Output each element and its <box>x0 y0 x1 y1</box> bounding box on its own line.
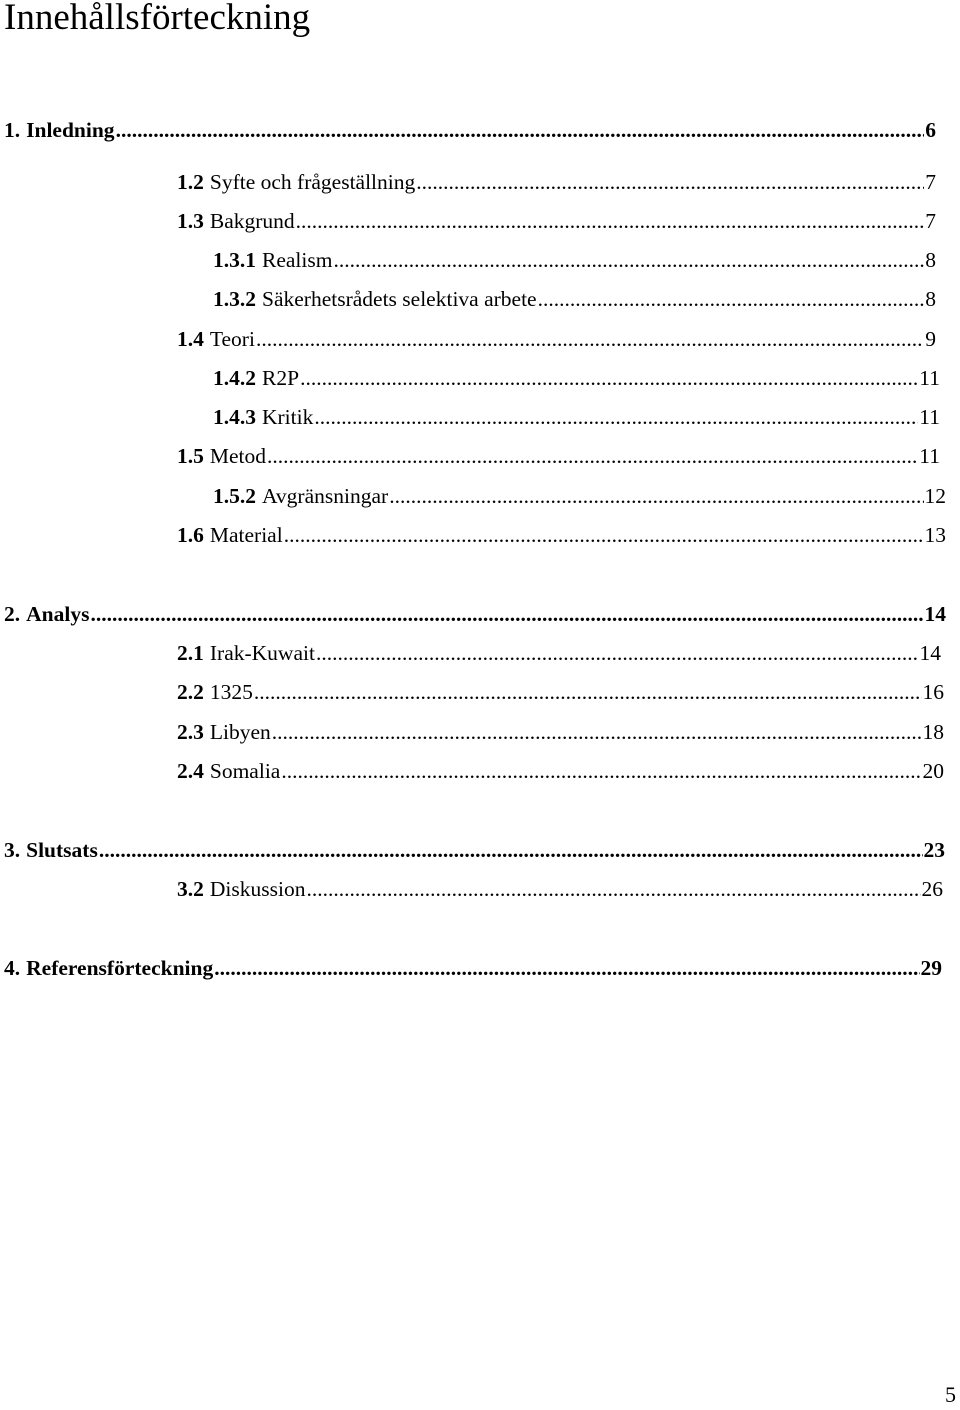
toc-leader-dots <box>254 678 922 706</box>
toc-entry-label: Metod <box>209 444 267 468</box>
toc-entry-1-5[interactable] <box>177 442 940 470</box>
toc-entry-label: Kritik <box>262 405 314 429</box>
toc-leader-dots <box>214 954 919 982</box>
toc-entry-page: 7 <box>925 170 936 194</box>
toc-entry-label: Analys <box>26 602 90 626</box>
toc-entry-page: 8 <box>925 287 936 311</box>
page-number: 5 <box>945 1382 956 1407</box>
toc-entry-label: Referensförteckning <box>26 956 214 980</box>
toc-entry-label: R2P <box>262 366 300 390</box>
toc-entry-page: 26 <box>921 877 943 901</box>
toc-entry-1-2[interactable] <box>177 168 936 196</box>
toc-entry-label: Inledning <box>26 118 115 142</box>
toc-entry-3[interactable] <box>4 836 945 864</box>
toc-entry-page: 13 <box>924 523 946 547</box>
toc-leader-dots <box>538 285 925 313</box>
toc-entry-number: 1.3 <box>177 209 204 233</box>
toc-entry-page: 11 <box>919 366 940 390</box>
toc-entry-4[interactable] <box>4 954 942 982</box>
toc-entry-number: 4. <box>4 956 21 980</box>
toc-entry-number: 2.1 <box>177 641 204 665</box>
toc-entry-page: 20 <box>922 759 944 783</box>
toc-leader-dots <box>99 836 923 864</box>
toc-leader-dots <box>90 600 923 628</box>
toc-leader-dots <box>256 325 924 353</box>
toc-entry-label: Material <box>209 523 283 547</box>
toc-entry-page: 11 <box>919 405 940 429</box>
toc-entry-page: 12 <box>924 484 946 508</box>
toc-entry-label: Realism <box>262 248 333 272</box>
toc-entry-number: 2.2 <box>177 680 204 704</box>
toc-entry-2[interactable] <box>4 600 946 628</box>
toc-entry-number: 3. <box>4 838 21 862</box>
toc-entry-label: Teori <box>209 327 255 351</box>
toc-entry-1-4[interactable] <box>177 325 936 353</box>
toc-entry-label: Säkerhetsrådets selektiva arbete <box>262 287 537 311</box>
toc-entry-number: 3.2 <box>177 877 204 901</box>
toc-entry-2-1[interactable] <box>177 639 941 667</box>
toc-entry-1[interactable] <box>4 116 936 144</box>
toc-entry-page: 18 <box>922 720 944 744</box>
toc-leader-dots <box>333 246 924 274</box>
toc-entry-number: 1.4.3 <box>213 405 256 429</box>
toc-entry-label: Irak-Kuwait <box>209 641 315 665</box>
toc-entry-label: 1325 <box>209 680 253 704</box>
toc-leader-dots <box>389 482 923 510</box>
toc-entry-label: Somalia <box>209 759 281 783</box>
toc-leader-dots <box>284 521 924 549</box>
toc-leader-dots <box>267 442 918 470</box>
toc-leader-dots <box>296 207 925 235</box>
toc-entry-page: 8 <box>925 248 936 272</box>
toc-entry-page: 6 <box>925 118 936 142</box>
toc-entry-page: 23 <box>923 838 945 862</box>
toc-entry-page: 16 <box>922 680 944 704</box>
page-title: Innehållsförteckning <box>4 0 311 38</box>
toc-entry-label: Diskussion <box>209 877 306 901</box>
toc-leader-dots <box>281 757 921 785</box>
toc-entry-1-4-3[interactable] <box>213 403 940 431</box>
toc-leader-dots <box>314 403 918 431</box>
toc-entry-number: 1.5.2 <box>213 484 256 508</box>
toc-entry-1-3-1[interactable] <box>213 246 936 274</box>
toc-entry-2-4[interactable] <box>177 757 944 785</box>
toc-entry-number: 1.5 <box>177 444 204 468</box>
toc-entry-number: 1.3.1 <box>213 248 256 272</box>
toc-entry-2-3[interactable] <box>177 718 944 746</box>
toc-entry-label: Bakgrund <box>209 209 295 233</box>
toc-leader-dots <box>416 168 924 196</box>
toc-entry-page: 14 <box>924 602 946 626</box>
toc-leader-dots <box>116 116 925 144</box>
toc-entry-page: 7 <box>925 209 936 233</box>
toc-entry-1-5-2[interactable] <box>213 482 946 510</box>
toc-entry-label: Libyen <box>209 720 271 744</box>
toc-entry-1-3[interactable] <box>177 207 936 235</box>
toc-entry-1-6[interactable] <box>177 521 946 549</box>
toc-entry-number: 1. <box>4 118 21 142</box>
toc-entry-number: 2. <box>4 602 21 626</box>
toc-entry-number: 1.4 <box>177 327 204 351</box>
toc-entry-number: 2.4 <box>177 759 204 783</box>
toc-leader-dots <box>306 875 920 903</box>
toc-entry-label: Slutsats <box>26 838 98 862</box>
toc-leader-dots <box>300 364 918 392</box>
toc-entry-page: 14 <box>919 641 941 665</box>
toc-entry-number: 1.2 <box>177 170 204 194</box>
toc-entry-number: 1.6 <box>177 523 204 547</box>
toc-entry-3-2[interactable] <box>177 875 943 903</box>
toc-entry-number: 2.3 <box>177 720 204 744</box>
toc-entry-number: 1.3.2 <box>213 287 256 311</box>
toc-entry-1-4-2[interactable] <box>213 364 940 392</box>
toc-leader-dots <box>272 718 922 746</box>
toc-entry-page: 29 <box>920 956 942 980</box>
toc-entry-1-3-2[interactable] <box>213 285 936 313</box>
toc-leader-dots <box>316 639 919 667</box>
toc-entry-number: 1.4.2 <box>213 366 256 390</box>
toc-entry-2-2[interactable] <box>177 678 944 706</box>
toc-entry-page: 9 <box>925 327 936 351</box>
toc-entry-label: Avgränsningar <box>262 484 389 508</box>
toc-entry-page: 11 <box>919 444 940 468</box>
toc-entry-label: Syfte och frågeställning <box>209 170 416 194</box>
